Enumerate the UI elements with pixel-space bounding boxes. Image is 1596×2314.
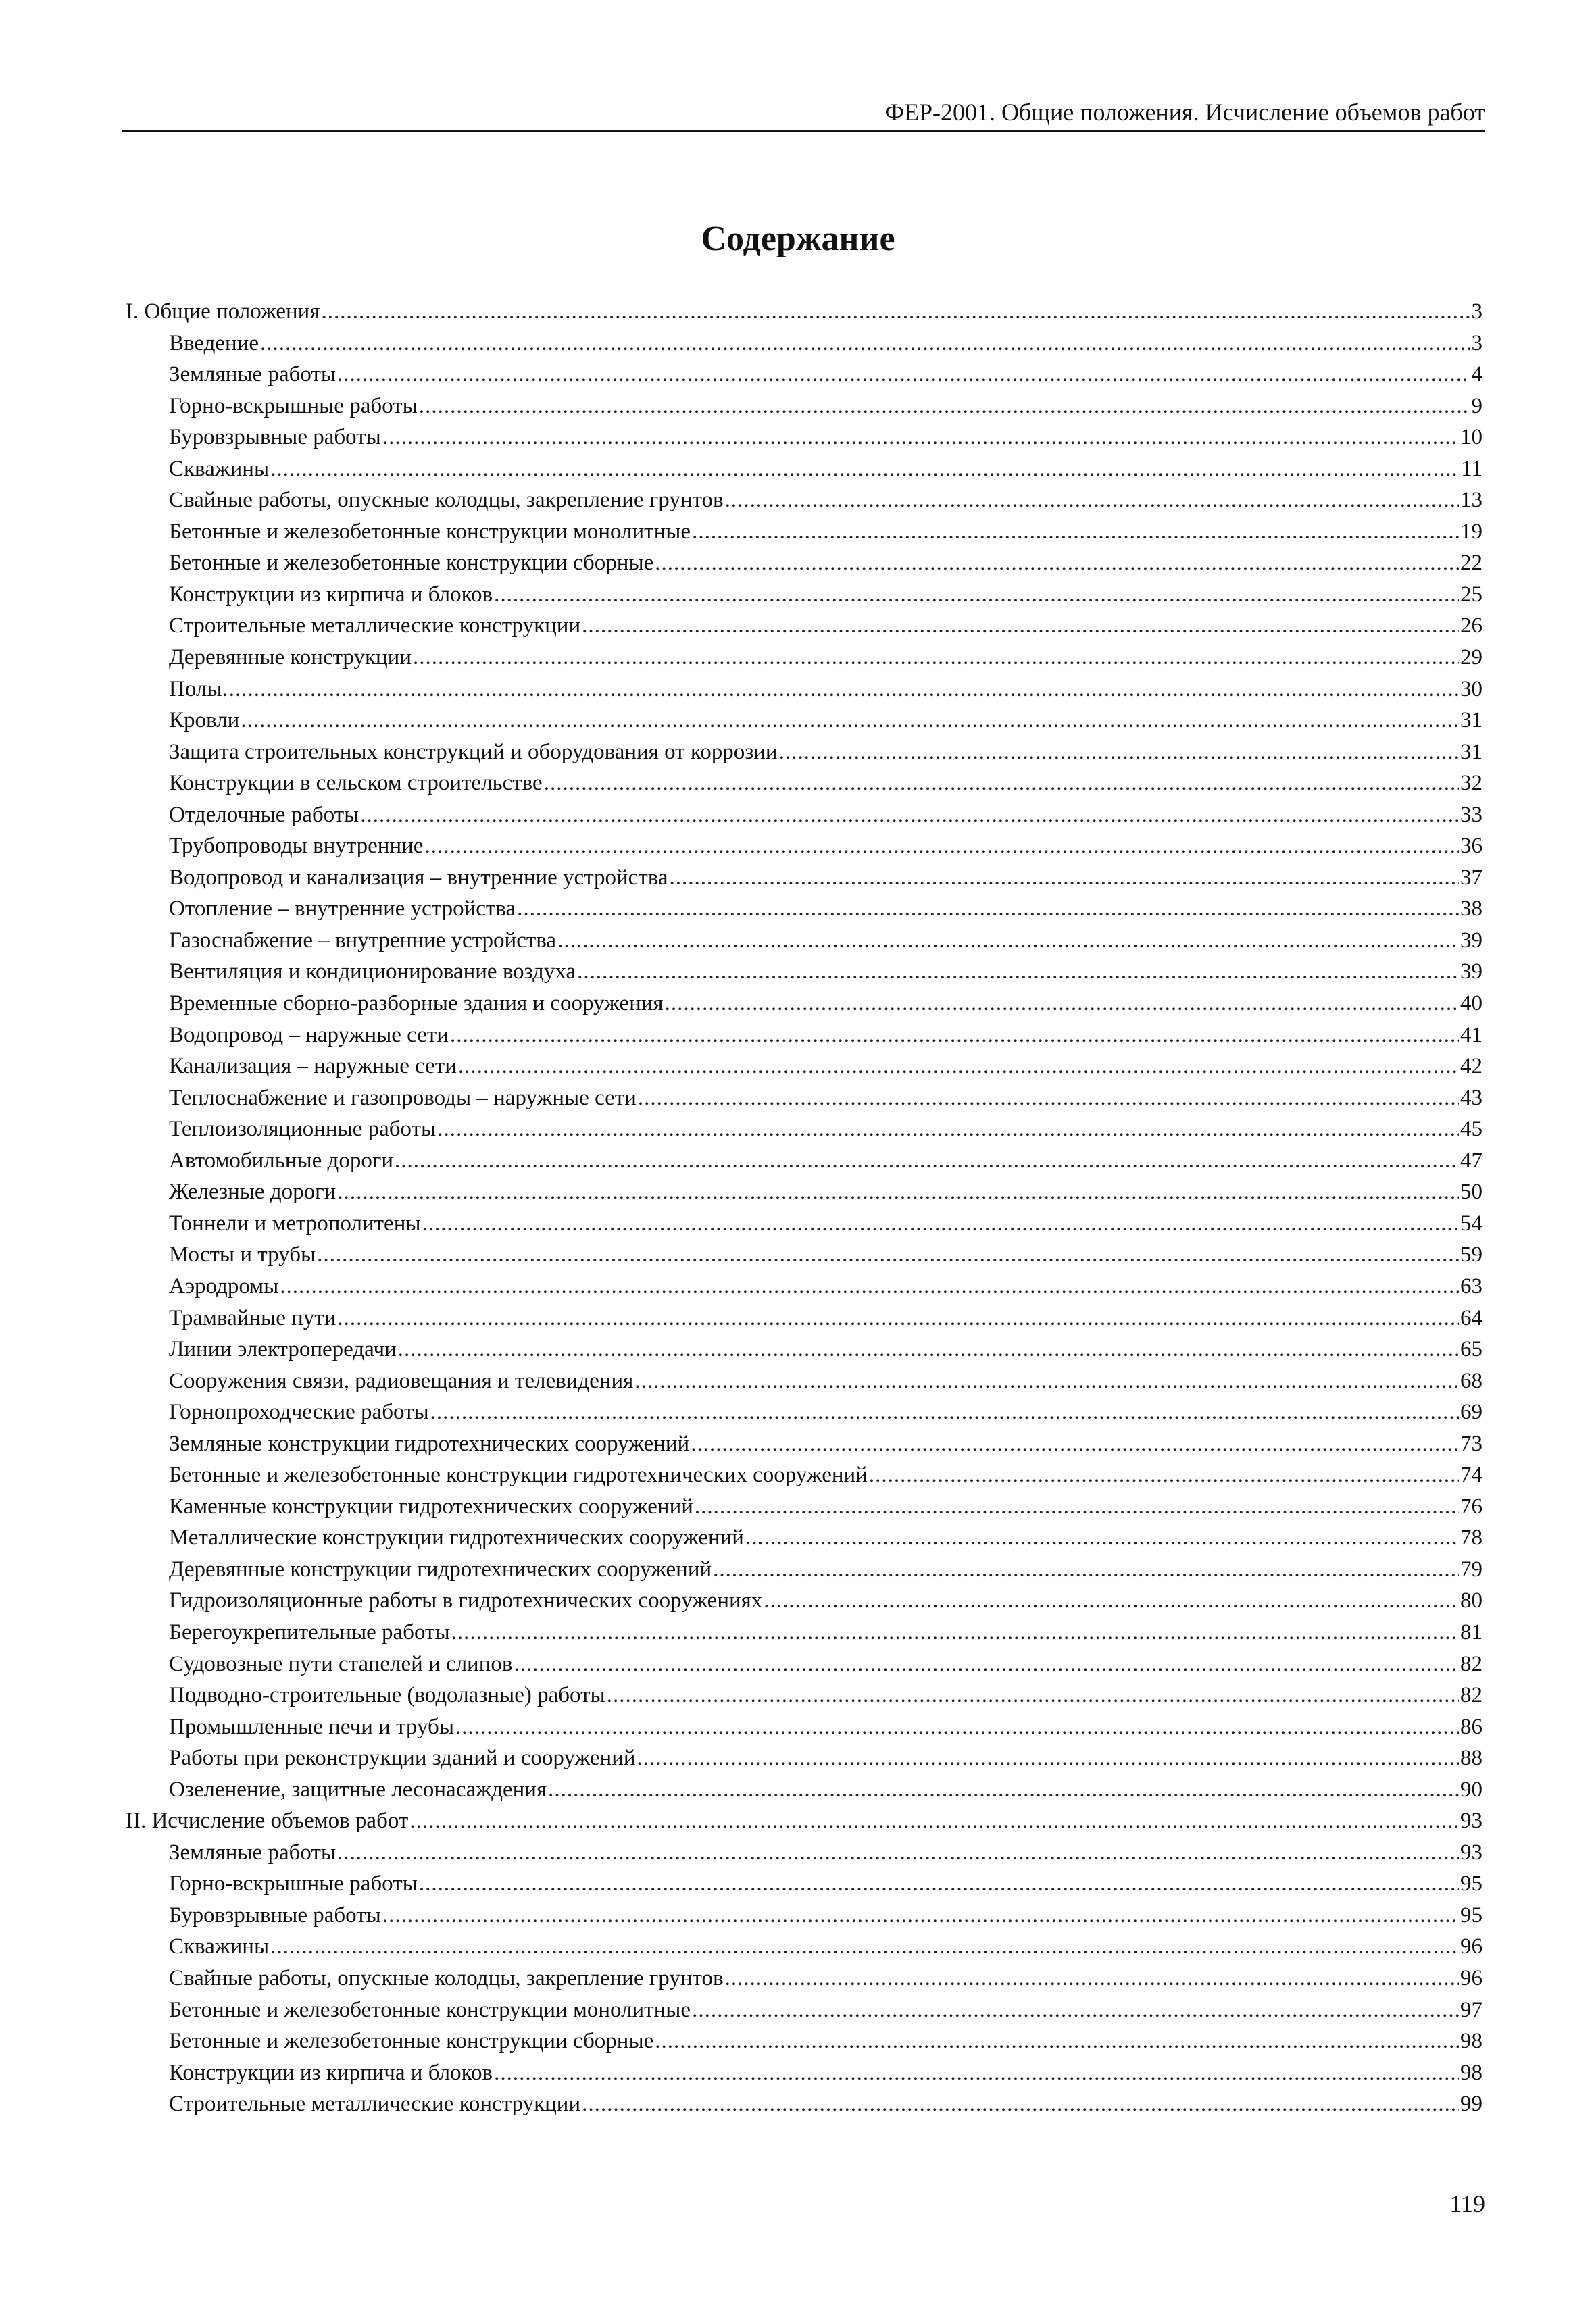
toc-entry-title: Бетонные и железобетонные конструкции сборные xyxy=(169,551,654,576)
toc-entry xyxy=(126,1963,1482,1994)
header-rule xyxy=(122,130,1485,132)
toc-entry-title: Конструкции из кирпича и блоков xyxy=(169,2060,493,2085)
toc-entry-title: Отделочные работы xyxy=(169,802,359,827)
toc-entry-page: 33 xyxy=(1460,802,1482,827)
toc-entry-page: 98 xyxy=(1460,2060,1482,2085)
toc-entry xyxy=(126,736,1482,768)
dot-leader xyxy=(270,453,1460,485)
dot-leader xyxy=(725,484,1459,516)
toc-entry-title: Берегоукрепительные работы xyxy=(169,1619,450,1644)
toc-entry-title: Теплоизоляционные работы xyxy=(169,1117,437,1142)
toc-entry-page: 95 xyxy=(1460,1903,1482,1928)
dot-leader xyxy=(638,1082,1459,1114)
toc-entry-title: Горнопроходческие работы xyxy=(169,1400,429,1425)
toc-entry xyxy=(126,988,1482,1020)
toc-entry-title: Строительные металлические конструкции xyxy=(169,2092,581,2117)
dot-leader xyxy=(745,1522,1459,1554)
toc-entry xyxy=(126,1428,1482,1460)
dot-leader xyxy=(395,1145,1459,1177)
toc-entry-title: Каменные конструкции гидротехнических сооружений xyxy=(169,1494,693,1519)
dot-leader xyxy=(665,988,1459,1020)
toc-entry-title: Линии электропередачи xyxy=(169,1337,397,1362)
dot-leader xyxy=(544,768,1459,799)
toc-entry xyxy=(126,705,1482,736)
toc-entry-title: Скважины xyxy=(169,1934,270,1959)
toc-entry-title: Железные дороги xyxy=(169,1180,336,1205)
dot-leader xyxy=(494,579,1459,611)
toc-entry-page: 96 xyxy=(1460,1965,1482,1990)
toc-entry xyxy=(126,2026,1482,2057)
dot-leader xyxy=(458,1051,1459,1082)
toc-entry xyxy=(126,579,1482,611)
toc-entry-page: 40 xyxy=(1460,991,1482,1016)
toc-entry-page: 64 xyxy=(1460,1305,1482,1330)
toc-entry xyxy=(126,547,1482,579)
toc-entry-page: 86 xyxy=(1460,1714,1482,1739)
toc-entry xyxy=(126,1617,1482,1649)
dot-leader xyxy=(337,359,1470,391)
page-title: Содержание xyxy=(701,220,895,258)
dot-leader xyxy=(419,391,1470,422)
dot-leader xyxy=(691,1428,1459,1460)
toc-entry xyxy=(126,1176,1482,1208)
toc-entry-page: 69 xyxy=(1460,1400,1482,1425)
dot-leader xyxy=(317,1239,1459,1271)
toc-entry xyxy=(126,925,1482,957)
toc-entry xyxy=(126,2057,1482,2089)
toc-entry-title: Горно-вскрышные работы xyxy=(169,393,418,418)
dot-leader xyxy=(422,1208,1459,1240)
toc-entry xyxy=(126,1239,1482,1271)
toc-entry xyxy=(126,328,1482,359)
toc-entry-page: 78 xyxy=(1460,1526,1482,1551)
toc-entry-page: 31 xyxy=(1460,708,1482,733)
dot-leader xyxy=(413,642,1459,674)
dot-leader xyxy=(557,925,1459,957)
toc-entry-title: Промышленные печи и трубы xyxy=(169,1714,454,1739)
toc-entry-page: 99 xyxy=(1460,2092,1482,2117)
toc-entry xyxy=(126,1711,1482,1743)
toc-entry xyxy=(126,799,1482,831)
toc-entry xyxy=(126,453,1482,485)
toc-entry xyxy=(126,1082,1482,1114)
toc-entry xyxy=(126,1271,1482,1303)
toc-entry-page: 90 xyxy=(1460,1777,1482,1802)
toc-entry-title: Водопровод и канализация – внутренние устройства xyxy=(169,865,668,890)
dot-leader xyxy=(634,1365,1459,1397)
toc-entry-title: Введение xyxy=(169,330,259,355)
toc-entry-page: 42 xyxy=(1460,1054,1482,1079)
dot-leader xyxy=(419,1868,1459,1900)
toc-entry-page: 63 xyxy=(1460,1274,1482,1299)
toc-entry xyxy=(126,2088,1482,2120)
toc-entry xyxy=(126,768,1482,799)
toc-entry xyxy=(126,956,1482,988)
toc-entry xyxy=(126,1365,1482,1397)
toc-entry xyxy=(126,1208,1482,1240)
toc-entry-page: 13 xyxy=(1460,488,1482,513)
toc-entry-page: 32 xyxy=(1460,771,1482,796)
toc-entry-page: 88 xyxy=(1460,1746,1482,1771)
toc-entry xyxy=(126,893,1482,925)
dot-leader xyxy=(398,1334,1459,1365)
toc-entry-title: Земляные работы xyxy=(169,362,336,387)
toc-entry-page: 39 xyxy=(1460,959,1482,984)
toc-entry-title: Полы. xyxy=(169,676,228,701)
toc-entry-page: 65 xyxy=(1460,1337,1482,1362)
toc-entry xyxy=(126,862,1482,894)
dot-leader xyxy=(409,1805,1459,1837)
toc-entry xyxy=(126,1742,1482,1774)
toc-entry-title: Буровзрывные работы xyxy=(169,1903,381,1928)
toc-entry xyxy=(126,1020,1482,1051)
toc-entry-page: 29 xyxy=(1460,645,1482,670)
toc-entry-page: 82 xyxy=(1460,1683,1482,1708)
toc-entry xyxy=(126,1334,1482,1365)
dot-leader xyxy=(582,610,1459,642)
toc-entry-page: 10 xyxy=(1460,425,1482,450)
toc-entry-title: Защита строительных конструкций и оборудования от коррозии xyxy=(169,739,778,764)
toc-entry xyxy=(126,516,1482,548)
dot-leader xyxy=(260,328,1470,359)
toc-entry-page: 73 xyxy=(1460,1431,1482,1456)
toc-entry xyxy=(126,1491,1482,1523)
toc-entry xyxy=(126,484,1482,516)
toc-entry-page: 19 xyxy=(1460,519,1482,544)
toc-entry-title: Бетонные и железобетонные конструкции монолитные xyxy=(169,1997,691,2022)
dot-leader xyxy=(321,296,1470,328)
toc-entry xyxy=(126,1868,1482,1900)
dot-leader xyxy=(692,516,1459,548)
toc-entry-title: Озеленение, защитные лесонасаждения xyxy=(169,1777,547,1802)
toc-entry xyxy=(126,359,1482,391)
toc-entry-page: 47 xyxy=(1460,1148,1482,1173)
toc-entry-page: 11 xyxy=(1461,456,1482,481)
toc-entry-title: Деревянные конструкции гидротехнических сооружений xyxy=(169,1557,712,1582)
toc-entry-title: Теплоснабжение и газопроводы – наружные сети xyxy=(169,1085,637,1110)
toc-entry-title: Конструкции из кирпича и блоков xyxy=(169,582,493,607)
toc-section-entry xyxy=(126,296,1482,328)
toc-entry-page: 30 xyxy=(1460,676,1482,701)
dot-leader xyxy=(582,2088,1459,2120)
toc-entry-title: Сооружения связи, радиовещания и телевидения xyxy=(169,1368,634,1393)
toc-entry-title: Свайные работы, опускные колодцы, закрепление грунтов xyxy=(169,488,724,513)
toc-entry-title: Подводно-строительные (водолазные) работы xyxy=(169,1683,605,1708)
toc-entry-title: Бетонные и железобетонные конструкции сборные xyxy=(169,2029,654,2054)
toc-entry xyxy=(126,1931,1482,1963)
toc-entry-title: Судовозные пути стапелей и слипов xyxy=(169,1651,513,1676)
dot-leader xyxy=(450,1020,1459,1051)
toc-entry-title: Конструкции в сельском строительстве xyxy=(169,771,543,796)
toc-entry-page: 98 xyxy=(1460,2029,1482,2054)
toc-entry xyxy=(126,1113,1482,1145)
toc-entry-title: Канализация – наружные сети xyxy=(169,1054,457,1079)
dot-leader xyxy=(451,1617,1459,1649)
toc-entry xyxy=(126,1994,1482,2026)
toc-entry-title: Автомобильные дороги xyxy=(169,1148,394,1173)
toc-entry-title: Бетонные и железобетонные конструкции монолитные xyxy=(169,519,691,544)
dot-leader xyxy=(517,893,1459,925)
toc-section-entry xyxy=(126,1805,1482,1837)
toc-entry-title: Земляные работы xyxy=(169,1840,336,1865)
dot-leader xyxy=(713,1554,1459,1586)
table-of-contents xyxy=(126,296,1482,2120)
toc-entry-title: Тоннели и метрополитены xyxy=(169,1211,421,1236)
toc-entry xyxy=(126,1649,1482,1680)
toc-entry-title: Строительные металлические конструкции xyxy=(169,613,581,638)
dot-leader xyxy=(695,1491,1459,1523)
dot-leader xyxy=(494,2057,1459,2089)
toc-entry-page: 96 xyxy=(1460,1934,1482,1959)
dot-leader xyxy=(382,422,1459,453)
toc-entry-title: Деревянные конструкции xyxy=(169,645,412,670)
toc-entry-page: 68 xyxy=(1460,1368,1482,1393)
toc-entry-page: 43 xyxy=(1460,1085,1482,1110)
toc-entry xyxy=(126,674,1482,705)
toc-entry-page: 37 xyxy=(1460,865,1482,890)
toc-entry-title: Водопровод – наружные сети xyxy=(169,1022,449,1047)
toc-entry-title: Металлические конструкции гидротехнических сооружений xyxy=(169,1526,744,1551)
toc-entry-title: Скважины xyxy=(169,456,270,481)
toc-entry-page: 4 xyxy=(1471,362,1482,387)
toc-entry-page: 54 xyxy=(1460,1211,1482,1236)
toc-entry xyxy=(126,1459,1482,1491)
toc-entry xyxy=(126,1522,1482,1554)
toc-entry xyxy=(126,1837,1482,1869)
toc-entry xyxy=(126,1680,1482,1711)
toc-entry-title: Отопление – внутренние устройства xyxy=(169,897,516,922)
toc-entry xyxy=(126,1585,1482,1617)
toc-entry-title: Бетонные и железобетонные конструкции гидротехнических сооружений xyxy=(169,1463,868,1488)
toc-entry-page: 93 xyxy=(1460,1840,1482,1865)
dot-leader xyxy=(655,547,1459,579)
toc-entry xyxy=(126,642,1482,674)
toc-entry xyxy=(126,830,1482,862)
toc-entry-page: 25 xyxy=(1460,582,1482,607)
toc-entry-page: 9 xyxy=(1471,393,1482,418)
dot-leader xyxy=(548,1774,1459,1806)
dot-leader xyxy=(725,1963,1459,1994)
toc-entry xyxy=(126,1051,1482,1082)
toc-entry xyxy=(126,1397,1482,1428)
dot-leader xyxy=(270,1931,1459,1963)
toc-entry-title: Горно-вскрышные работы xyxy=(169,1871,418,1896)
toc-entry-page: 79 xyxy=(1460,1557,1482,1582)
dot-leader xyxy=(360,799,1459,831)
toc-entry-page: 31 xyxy=(1460,739,1482,764)
toc-entry xyxy=(126,1145,1482,1177)
toc-entry-page: 80 xyxy=(1460,1588,1482,1613)
toc-entry-page: 93 xyxy=(1460,1809,1482,1834)
toc-entry-title: Земляные конструкции гидротехнических сооружений xyxy=(169,1431,690,1456)
dot-leader xyxy=(779,736,1459,768)
dot-leader xyxy=(337,1837,1459,1869)
dot-leader xyxy=(337,1303,1459,1334)
toc-entry xyxy=(126,391,1482,422)
toc-entry-page: 76 xyxy=(1460,1494,1482,1519)
dot-leader xyxy=(607,1680,1459,1711)
dot-leader xyxy=(514,1649,1459,1680)
dot-leader xyxy=(455,1711,1459,1743)
page-number: 119 xyxy=(1449,2190,1485,2217)
toc-entry-page: 41 xyxy=(1460,1022,1482,1047)
toc-entry-page: 39 xyxy=(1460,928,1482,953)
dot-leader xyxy=(577,956,1459,988)
toc-entry-title: Буровзрывные работы xyxy=(169,425,381,450)
toc-entry xyxy=(126,1900,1482,1932)
toc-entry xyxy=(126,422,1482,453)
toc-entry-page: 26 xyxy=(1460,613,1482,638)
dot-leader xyxy=(437,1113,1459,1145)
toc-entry-page: 95 xyxy=(1460,1871,1482,1896)
toc-entry-title: Вентиляция и кондиционирование воздуха xyxy=(169,959,576,984)
dot-leader xyxy=(692,1994,1459,2026)
dot-leader xyxy=(382,1900,1459,1932)
toc-entry-page: 74 xyxy=(1460,1463,1482,1488)
toc-entry-title: Временные сборно-разборные здания и сооружения xyxy=(169,991,664,1016)
dot-leader xyxy=(655,2026,1459,2057)
toc-entry-page: 3 xyxy=(1471,299,1482,324)
toc-entry-page: 82 xyxy=(1460,1651,1482,1676)
toc-entry-title: Работы при реконструкции зданий и сооружений xyxy=(169,1746,636,1771)
toc-entry-page: 3 xyxy=(1471,330,1482,355)
toc-entry-title: Гидроизоляционные работы в гидротехнических сооружениях xyxy=(169,1588,763,1613)
toc-entry xyxy=(126,1774,1482,1806)
toc-entry-page: 36 xyxy=(1460,834,1482,859)
toc-entry xyxy=(126,1554,1482,1586)
toc-entry-page: 50 xyxy=(1460,1180,1482,1205)
toc-entry xyxy=(126,610,1482,642)
toc-entry-title: Мосты и трубы xyxy=(169,1242,316,1267)
toc-entry-title: Трубопроводы внутренние xyxy=(169,834,424,859)
running-header: ФЕР-2001. Общие положения. Исчисление объемов работ xyxy=(884,99,1485,126)
dot-leader xyxy=(337,1176,1459,1208)
dot-leader xyxy=(670,862,1459,894)
toc-entry-page: 59 xyxy=(1460,1242,1482,1267)
toc-entry-page: 45 xyxy=(1460,1117,1482,1142)
dot-leader xyxy=(280,1271,1459,1303)
toc-entry-title: Свайные работы, опускные колодцы, закрепление грунтов xyxy=(169,1965,724,1990)
dot-leader xyxy=(869,1459,1459,1491)
dot-leader xyxy=(764,1585,1459,1617)
toc-entry-title: Газоснабжение – внутренние устройства xyxy=(169,928,557,953)
toc-entry-page: 22 xyxy=(1460,551,1482,576)
dot-leader xyxy=(229,674,1459,705)
toc-entry-title: Кровли xyxy=(169,708,240,733)
dot-leader xyxy=(241,705,1459,736)
toc-entry-title: Аэродромы xyxy=(169,1274,279,1299)
toc-entry-page: 38 xyxy=(1460,897,1482,922)
toc-entry xyxy=(126,1303,1482,1334)
dot-leader xyxy=(424,830,1459,862)
toc-entry-title: I. Общие положения xyxy=(126,299,320,324)
toc-entry-page: 81 xyxy=(1460,1619,1482,1644)
dot-leader xyxy=(430,1397,1459,1428)
dot-leader xyxy=(637,1742,1459,1774)
toc-entry-page: 97 xyxy=(1460,1997,1482,2022)
toc-entry-title: Трамвайные пути xyxy=(169,1305,336,1330)
toc-entry-title: II. Исчисление объемов работ xyxy=(126,1809,409,1834)
